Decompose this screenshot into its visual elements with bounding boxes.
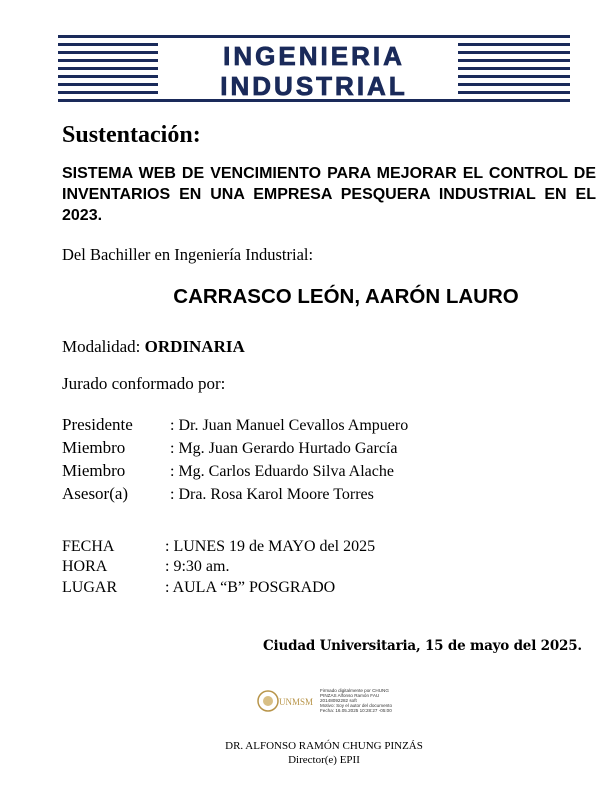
signature-line: Motivo: Soy el autor del documento	[320, 703, 393, 708]
ingenieria-industrial-logo	[58, 33, 570, 105]
detail-label: FECHA	[62, 538, 115, 555]
signature-line: PINZAS Alfonso Ramón FAU	[320, 693, 380, 698]
detail-label: LUGAR	[62, 579, 118, 596]
jury-row	[62, 437, 397, 459]
seal-text: UNMSM	[279, 697, 314, 707]
student-name: CARRASCO LEÓN, AARÓN LAURO	[173, 285, 519, 308]
jury-member-name: : Mg. Juan Gerardo Hurtado García	[170, 440, 398, 457]
detail-value: : AULA “B” POSGRADO	[165, 579, 336, 596]
director-name: DR. ALFONSO RAMÓN CHUNG PINZÁS	[225, 740, 423, 752]
logo-line-2: INDUSTRIAL	[220, 71, 408, 101]
detail-label: HORA	[62, 558, 108, 575]
detail-row	[62, 578, 335, 598]
detail-value: : LUNES 19 de MAYO del 2025	[165, 538, 376, 555]
place-and-date: Ciudad Universitaria, 15 de mayo del 2025.	[263, 638, 582, 654]
jury-row	[62, 460, 394, 482]
director-title: Director(e) EPII	[288, 754, 360, 766]
signature-line: 20148092282 soft	[320, 698, 357, 703]
signature-line: Firmado digitalmente por CHUNG	[320, 688, 389, 693]
detail-row	[62, 557, 229, 577]
jury-role: Miembro	[62, 438, 126, 457]
jury-label: Jurado conformado por:	[62, 374, 226, 393]
university-seal-icon	[256, 688, 316, 714]
jury-row	[62, 483, 374, 505]
modality-value: ORDINARIA	[144, 337, 245, 356]
detail-row	[62, 537, 375, 557]
logo-line-1: INGENIERIA	[223, 41, 405, 71]
jury-row	[62, 414, 408, 436]
bachelor-label: Del Bachiller en Ingeniería Industrial:	[62, 245, 314, 264]
jury-role: Asesor(a)	[62, 484, 129, 503]
modality-line	[62, 337, 245, 357]
detail-value: : 9:30 am.	[165, 558, 230, 575]
director-block	[0, 739, 612, 767]
jury-member-name: : Mg. Carlos Eduardo Silva Alache	[170, 463, 394, 480]
jury-role: Presidente	[62, 415, 133, 434]
signature-line: Fecha: 16.05.2025 10:28:27 -05:00	[320, 708, 392, 713]
thesis-title: SISTEMA WEB DE VENCIMIENTO PARA MEJORAR EL CONTROL DE INVENTARIOS EN UNA EMPRESA PESQUERA INDUSTRIAL EN EL 2023.	[62, 165, 596, 224]
jury-role: Miembro	[62, 461, 126, 480]
jury-member-name: : Dra. Rosa Karol Moore Torres	[170, 486, 374, 503]
page-heading: Sustentación:	[62, 122, 201, 148]
jury-member-name: : Dr. Juan Manuel Cevallos Ampuero	[170, 417, 409, 434]
modality-label: Modalidad:	[62, 337, 141, 356]
